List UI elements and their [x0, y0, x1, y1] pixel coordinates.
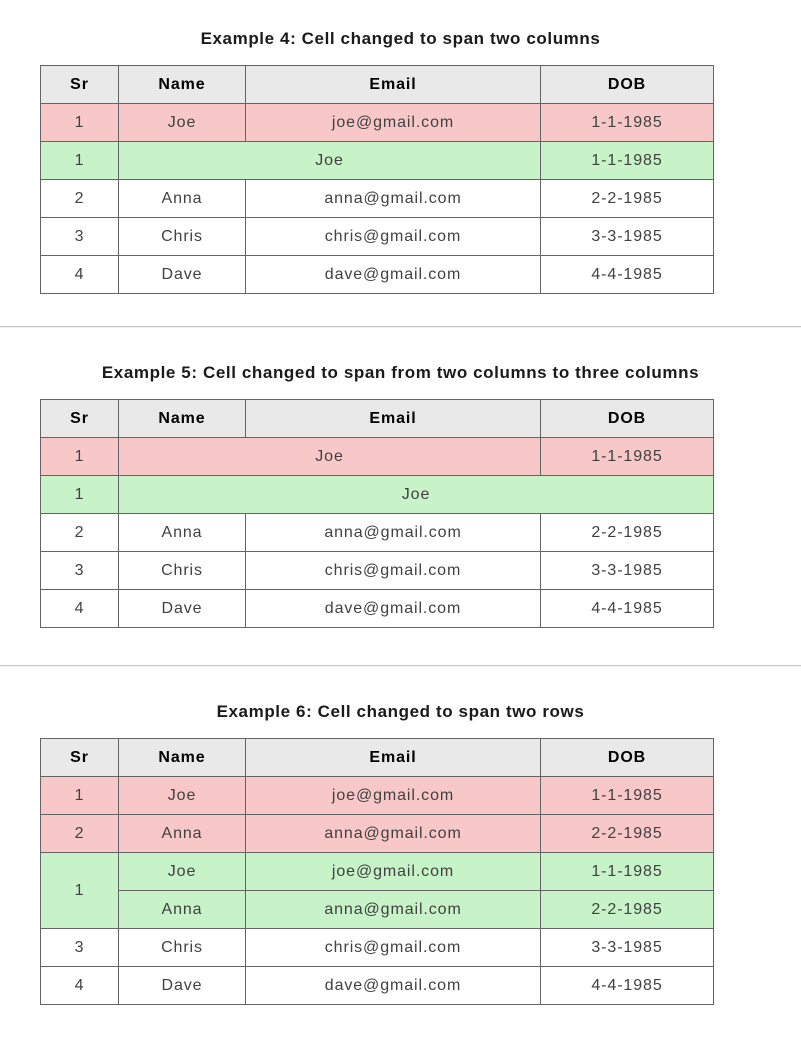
column-header-email: Email — [246, 66, 541, 104]
table-row — [41, 256, 714, 294]
column-header-email: Email — [246, 400, 541, 438]
table-row-before — [41, 104, 714, 142]
table-cell: 4-4-1985 — [541, 256, 714, 294]
example-5-section — [0, 362, 801, 628]
column-header-dob: DOB — [541, 400, 714, 438]
table-row-before — [41, 438, 714, 476]
table-cell: Dave — [119, 590, 246, 628]
table-cell: 1 — [41, 438, 119, 476]
table-cell-rowspan-2: 1 — [41, 853, 119, 929]
table-cell: 4 — [41, 967, 119, 1005]
table-cell: 3-3-1985 — [541, 929, 714, 967]
column-header-name: Name — [119, 739, 246, 777]
table-row — [41, 180, 714, 218]
table-cell: 2-2-1985 — [541, 815, 714, 853]
table-cell: 3-3-1985 — [541, 218, 714, 256]
table-cell: 1 — [41, 104, 119, 142]
example-5-table — [40, 399, 714, 628]
table-cell: joe@gmail.com — [246, 104, 541, 142]
table-cell-colspan-3: Joe — [119, 476, 714, 514]
table-row-before — [41, 777, 714, 815]
table-cell: joe@gmail.com — [246, 853, 541, 891]
section-title: Example 5: Cell changed to span from two columns to three columns — [101, 363, 700, 382]
table-row-after — [41, 476, 714, 514]
table-cell: Dave — [119, 256, 246, 294]
table-cell: 2 — [41, 815, 119, 853]
table-cell: 2-2-1985 — [541, 891, 714, 929]
table-cell: 4-4-1985 — [541, 967, 714, 1005]
table-cell: 1-1-1985 — [541, 104, 714, 142]
table-cell: 1-1-1985 — [541, 142, 714, 180]
table-cell: chris@gmail.com — [246, 929, 541, 967]
table-cell: 3-3-1985 — [541, 552, 714, 590]
table-cell: Joe — [119, 104, 246, 142]
table-cell: dave@gmail.com — [246, 590, 541, 628]
table-row — [41, 514, 714, 552]
table-cell: Joe — [119, 853, 246, 891]
column-header-name: Name — [119, 400, 246, 438]
section-title: Example 6: Cell changed to span two rows — [216, 702, 585, 721]
table-cell: 1-1-1985 — [541, 853, 714, 891]
table-cell: 4-4-1985 — [541, 590, 714, 628]
table-cell: anna@gmail.com — [246, 180, 541, 218]
table-cell: 1 — [41, 476, 119, 514]
table-cell: 2 — [41, 180, 119, 218]
table-row-after — [41, 142, 714, 180]
table-cell: 3 — [41, 552, 119, 590]
column-header-name: Name — [119, 66, 246, 104]
column-header-sr: Sr — [41, 66, 119, 104]
table-cell: 2-2-1985 — [541, 180, 714, 218]
table-cell: Anna — [119, 815, 246, 853]
table-cell: anna@gmail.com — [246, 815, 541, 853]
table-row — [41, 967, 714, 1005]
table-cell: Chris — [119, 929, 246, 967]
column-header-sr: Sr — [41, 739, 119, 777]
table-row — [41, 929, 714, 967]
table-cell: Anna — [119, 180, 246, 218]
table-cell: 1 — [41, 142, 119, 180]
column-header-dob: DOB — [541, 739, 714, 777]
table-cell: Joe — [119, 777, 246, 815]
example-6-section — [0, 701, 801, 1005]
table-cell: 3 — [41, 929, 119, 967]
section-title: Example 4: Cell changed to span two columns — [200, 29, 601, 48]
header-row — [41, 400, 714, 438]
table-cell: 4 — [41, 590, 119, 628]
example-4-section — [0, 28, 801, 294]
table-cell: dave@gmail.com — [246, 256, 541, 294]
table-cell: Chris — [119, 218, 246, 256]
table-cell: 2-2-1985 — [541, 514, 714, 552]
table-row — [41, 218, 714, 256]
table-cell: 3 — [41, 218, 119, 256]
table-row-after — [41, 853, 714, 891]
table-cell: joe@gmail.com — [246, 777, 541, 815]
table-cell: Anna — [119, 514, 246, 552]
column-header-dob: DOB — [541, 66, 714, 104]
header-row — [41, 739, 714, 777]
header-row — [41, 66, 714, 104]
table-cell: 1-1-1985 — [541, 438, 714, 476]
example-6-table — [40, 738, 714, 1005]
table-cell: Chris — [119, 552, 246, 590]
column-header-email: Email — [246, 739, 541, 777]
table-cell: 2 — [41, 514, 119, 552]
table-cell: Anna — [119, 891, 246, 929]
table-cell: 4 — [41, 256, 119, 294]
table-row-before — [41, 815, 714, 853]
table-cell: 1 — [41, 777, 119, 815]
table-row-after — [41, 891, 714, 929]
table-cell: anna@gmail.com — [246, 891, 541, 929]
column-header-sr: Sr — [41, 400, 119, 438]
table-row — [41, 552, 714, 590]
table-cell: anna@gmail.com — [246, 514, 541, 552]
table-cell: Dave — [119, 967, 246, 1005]
example-4-table — [40, 65, 714, 294]
table-row — [41, 590, 714, 628]
table-cell-colspan-2: Joe — [119, 438, 541, 476]
table-cell: chris@gmail.com — [246, 552, 541, 590]
table-cell: chris@gmail.com — [246, 218, 541, 256]
table-cell-colspan-2: Joe — [119, 142, 541, 180]
table-cell: 1-1-1985 — [541, 777, 714, 815]
table-cell: dave@gmail.com — [246, 967, 541, 1005]
